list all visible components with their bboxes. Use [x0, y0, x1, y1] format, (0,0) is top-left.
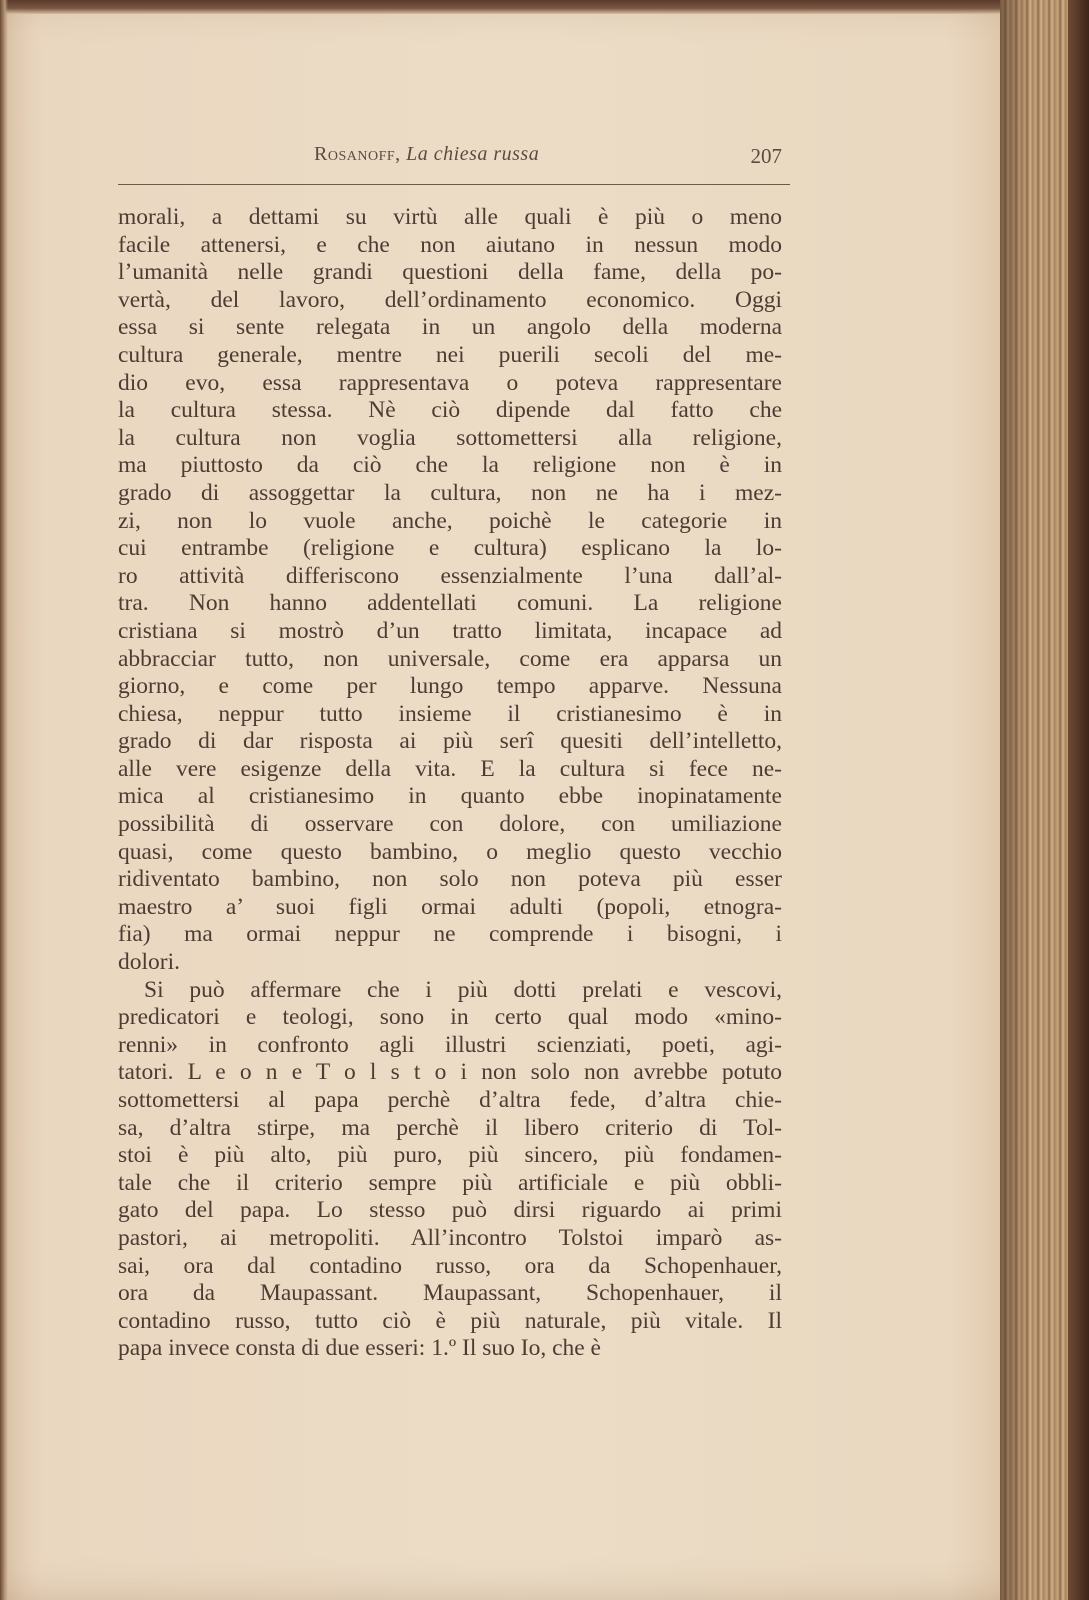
text-line: stoi è più alto, più puro, più sincero, più fondamen-	[118, 1142, 782, 1169]
text-line: maestro a’ suoi figli ormai adulti (popoli, etnogra-	[118, 893, 782, 920]
text-line: grado di assoggettar la cultura, non ne ha i mez-	[118, 479, 782, 506]
text-line: cristiana si mostrò d’un tratto limitata, incapace ad	[118, 617, 782, 644]
paragraph	[118, 204, 782, 977]
running-header	[118, 143, 790, 173]
text-line: ora da Maupassant. Maupassant, Schopenhauer, il	[118, 1280, 782, 1307]
text-line: tale che il criterio sempre più artificiale e più obbli-	[118, 1169, 782, 1196]
header-separator: ,	[395, 143, 407, 165]
running-head	[314, 143, 539, 166]
text-line: mica al cristianesimo in quanto ebbe inopinatamente	[118, 783, 782, 810]
text-line: quasi, come questo bambino, o meglio questo vecchio	[118, 838, 782, 865]
text-line: tra. Non hanno addentellati comuni. La religione	[118, 590, 782, 617]
body-text	[118, 204, 782, 1363]
text-line: l’umanità nelle grandi questioni della fame, della po-	[118, 259, 782, 286]
text-line: Si può affermare che i più dotti prelati e vescovi,	[144, 976, 782, 1003]
text-line: vertà, del lavoro, dell’ordinamento economico. Oggi	[118, 286, 782, 313]
text-line: ro attività differiscono essenzialmente l’una dall’al-	[118, 562, 782, 589]
text-line: sai, ora dal contadino russo, ora da Schopenhauer,	[118, 1252, 782, 1279]
text-line: fia) ma ormai neppur ne comprende i bisogni, i	[118, 921, 782, 948]
header-title: La chiesa russa	[406, 143, 540, 165]
text-line: morali, a dettami su virtù alle quali è più o meno	[118, 204, 782, 230]
text-line: cui entrambe (religione e cultura) esplicano la lo-	[118, 535, 782, 562]
paragraph	[118, 977, 782, 1363]
text-line: chiesa, neppur tutto insieme il cristianesimo è in	[118, 700, 782, 727]
header-author: Rosanoff	[314, 143, 396, 165]
text-line: essa si sente relegata in un angolo della moderna	[118, 314, 782, 341]
text-line: alle vere esigenze della vita. E la cultura si fece ne-	[118, 755, 782, 782]
page-number: 207	[750, 144, 782, 168]
text-line: tatori. L e o n e T o l s t o i non solo non avrebbe potuto	[118, 1059, 782, 1086]
text-line: contadino russo, tutto ciò è più naturale, più vitale. Il	[118, 1307, 782, 1334]
text-line: predicatori e teologi, sono in certo qual modo «mino-	[118, 1004, 782, 1031]
text-line: la cultura non voglia sottomettersi alla religione,	[118, 424, 782, 451]
text-line: la cultura stessa. Nè ciò dipende dal fatto che	[118, 397, 782, 424]
text-line: gato del papa. Lo stesso può dirsi riguardo ai primi	[118, 1197, 782, 1224]
text-line: renni» in confronto agli illustri scienziati, poeti, agi-	[118, 1031, 782, 1058]
text-line: pastori, ai metropoliti. All’incontro Tolstoi imparò as-	[118, 1224, 782, 1251]
text-line: possibilità di osservare con dolore, con umiliazione	[118, 811, 782, 838]
page-left-edge	[0, 0, 8, 1600]
text-line: grado di dar risposta ai più serî quesiti dell’intelletto,	[118, 728, 782, 755]
text-line: papa invece consta di due esseri: 1.º Il suo Io, che è	[118, 1335, 601, 1362]
text-line: facile attenersi, e che non aiutano in nessun modo	[118, 231, 782, 258]
page-top-edge	[0, 0, 1030, 14]
text-line: ridiventato bambino, non solo non poteva più esser	[118, 866, 782, 893]
book-binding	[1068, 0, 1089, 1600]
text-line: giorno, e come per lungo tempo apparve. Nessuna	[118, 673, 782, 700]
text-line: ma piuttosto da ciò che la religione non è in	[118, 452, 782, 479]
text-line: sa, d’altra stirpe, ma perchè il libero criterio di Tol-	[118, 1114, 782, 1141]
text-line: abbracciar tutto, non universale, come era apparsa un	[118, 645, 782, 672]
text-line: dio evo, essa rappresentava o poteva rappresentare	[118, 369, 782, 396]
spine-shadow	[1000, 0, 1030, 1600]
text-line: sottomettersi al papa perchè d’altra fede, d’altra chie-	[118, 1087, 782, 1113]
text-line: cultura generale, mentre nei puerili secoli del me-	[118, 341, 782, 368]
text-line: zi, non lo vuole anche, poichè le categorie in	[118, 507, 782, 534]
text-line: dolori.	[118, 949, 181, 976]
header-rule	[118, 184, 790, 185]
